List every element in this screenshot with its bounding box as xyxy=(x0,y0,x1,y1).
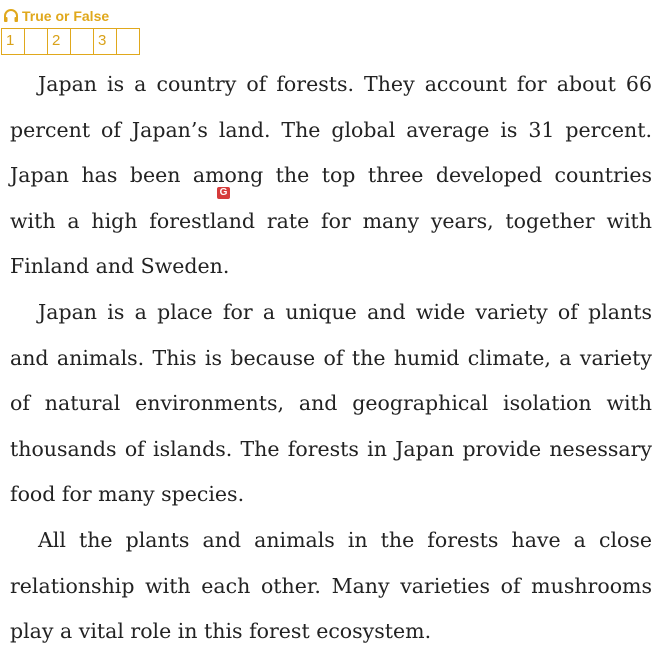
answer-box-3-input[interactable] xyxy=(116,28,140,55)
answer-box-2-input[interactable] xyxy=(70,28,94,55)
answer-box-3-number[interactable] xyxy=(93,28,117,55)
headphones-icon[interactable] xyxy=(3,9,22,23)
answer-box-1-number[interactable] xyxy=(1,28,25,55)
answer-box-2-number[interactable] xyxy=(47,28,71,55)
glossary-marker-icon[interactable]: G xyxy=(217,187,230,199)
passage-paragraph-1: Japan is a country of forests. They account for about 66 percent of Japan’s land. The global average is 31 percent. Japan has been among the top three developed countries with a high forestland rate for many years, together with Finland and Sweden. xyxy=(10,72,652,279)
answer-number: 3 xyxy=(98,32,107,49)
passage-paragraph-3: All the plants and animals in the forests have a close relationship with each other. Many varieties of mushrooms play a vital role in this forest ecosystem. xyxy=(10,527,652,644)
answer-number: 1 xyxy=(6,32,15,49)
answer-box-1-input[interactable] xyxy=(24,28,48,55)
section-header xyxy=(3,7,109,25)
reading-passage xyxy=(10,62,652,655)
section-title: True or False xyxy=(22,8,110,24)
passage-paragraph-2: Japan is a place for a unique and wide variety of plants and animals. This is because of the humid climate, a variety of natural environments, and geographical isolation with thousands of islands. The forests in Japan provide nesessary food for many species. xyxy=(10,299,652,507)
answer-number: 2 xyxy=(52,32,61,49)
answer-boxes xyxy=(1,28,139,55)
